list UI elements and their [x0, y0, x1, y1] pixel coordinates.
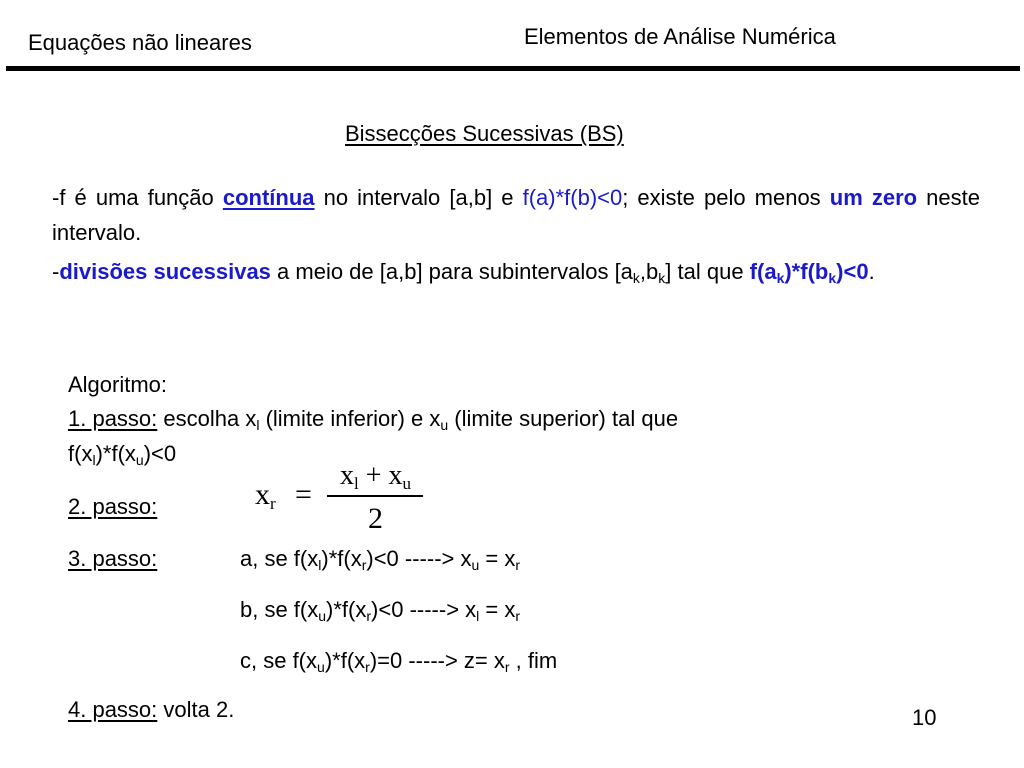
step-1-line-1 — [68, 406, 678, 432]
paragraph-divisions — [52, 254, 980, 289]
step-4-label: 4. passo: — [68, 697, 158, 722]
text: )*f(x — [95, 441, 136, 466]
header-section-title: Equações não lineares — [28, 30, 252, 55]
subscript: r — [515, 608, 521, 624]
subscript: r — [504, 659, 510, 675]
text: f(x — [68, 441, 93, 466]
formula-equals: = — [295, 478, 312, 511]
text: x — [339, 460, 354, 491]
subscript: u — [317, 659, 325, 675]
text: (limite inferior) e x — [259, 406, 441, 431]
step-2-label: 2. passo: — [68, 494, 158, 519]
step-3-label: 3. passo: — [68, 546, 158, 571]
text: , fim — [509, 648, 558, 673]
subscript: k — [658, 270, 666, 286]
step-2-line — [68, 494, 157, 520]
keyword-continua: contínua — [222, 185, 315, 210]
text: )=0 -----> z= x — [369, 648, 505, 673]
subscript: r — [365, 659, 370, 675]
text: - — [52, 259, 60, 284]
text: no intervalo [a,b] e — [314, 185, 523, 210]
subscript: r — [366, 608, 372, 624]
text: . — [868, 259, 875, 284]
formula-denominator: 2 — [368, 502, 383, 535]
text: + — [358, 460, 389, 491]
text: (limite superior) tal que — [448, 406, 679, 431]
text: )<0 — [143, 441, 177, 466]
text: -f é uma função — [52, 185, 223, 210]
text: x — [255, 478, 270, 511]
text: )*f(x — [321, 546, 362, 571]
condition-sign-change: f(a)*f(b)<0 — [522, 185, 623, 210]
subscript: u — [402, 474, 412, 493]
step-4-text: volta 2. — [157, 697, 235, 722]
condition-subinterval — [750, 259, 869, 284]
text: escolha x — [157, 406, 257, 431]
subscript: k — [828, 270, 837, 286]
formula-lhs — [255, 478, 276, 512]
text: c, se f(x — [240, 648, 318, 673]
text: neste intervalo. — [52, 185, 980, 245]
step-1-line-2 — [68, 441, 176, 467]
subscript: u — [135, 452, 144, 468]
subscript: r — [270, 494, 276, 513]
step-3-case-a — [240, 546, 520, 572]
text: )*f(b — [784, 259, 829, 284]
subscript: l — [353, 474, 359, 493]
subscript: l — [318, 557, 322, 573]
header-course-title: Elementos de Análise Numérica — [524, 24, 836, 49]
subscript: u — [318, 608, 327, 624]
text: )*f(x — [326, 597, 367, 622]
subscript: r — [361, 557, 367, 573]
keyword-divisoes-sucessivas: divisões sucessivas — [59, 259, 271, 284]
text: = x — [479, 597, 516, 622]
keyword-um-zero: um zero — [829, 185, 918, 210]
text: f(a — [749, 259, 777, 284]
formula-numerator — [328, 460, 423, 492]
subscript: k — [632, 270, 640, 286]
text: )*f(x — [324, 648, 366, 673]
subscript: l — [476, 608, 480, 624]
text: ; existe pelo menos — [622, 185, 830, 210]
subscript: u — [440, 417, 449, 433]
text: x — [388, 460, 403, 491]
text: = x — [479, 546, 516, 571]
header-divider — [6, 66, 1020, 71]
step-4-line — [68, 697, 234, 723]
text: ,b — [639, 259, 659, 284]
subscript: l — [92, 452, 96, 468]
fraction-bar — [327, 495, 423, 497]
subscript: k — [776, 270, 785, 286]
paragraph-continuity — [52, 180, 980, 250]
text: )<0 -----> x — [366, 546, 472, 571]
slide-title: Bissecções Sucessivas (BS) — [345, 121, 624, 146]
step-3-line — [68, 546, 157, 572]
text: )<0 — [836, 259, 869, 284]
step-3-case-c — [240, 648, 557, 674]
text: a meio de [a,b] para subintervalos [a — [270, 259, 633, 284]
page-number: 10 — [912, 705, 937, 730]
text: )<0 -----> x — [371, 597, 477, 622]
step-1-label: 1. passo: — [68, 406, 158, 431]
text: a, se f(x — [240, 546, 319, 571]
text: b, se f(x — [240, 597, 319, 622]
midpoint-formula — [255, 460, 425, 540]
subscript: l — [256, 417, 260, 433]
text: ] tal que — [665, 259, 750, 284]
subscript: u — [471, 557, 480, 573]
step-3-case-b — [240, 597, 520, 623]
algorithm-heading: Algoritmo: — [68, 372, 168, 397]
subscript: r — [515, 557, 521, 573]
